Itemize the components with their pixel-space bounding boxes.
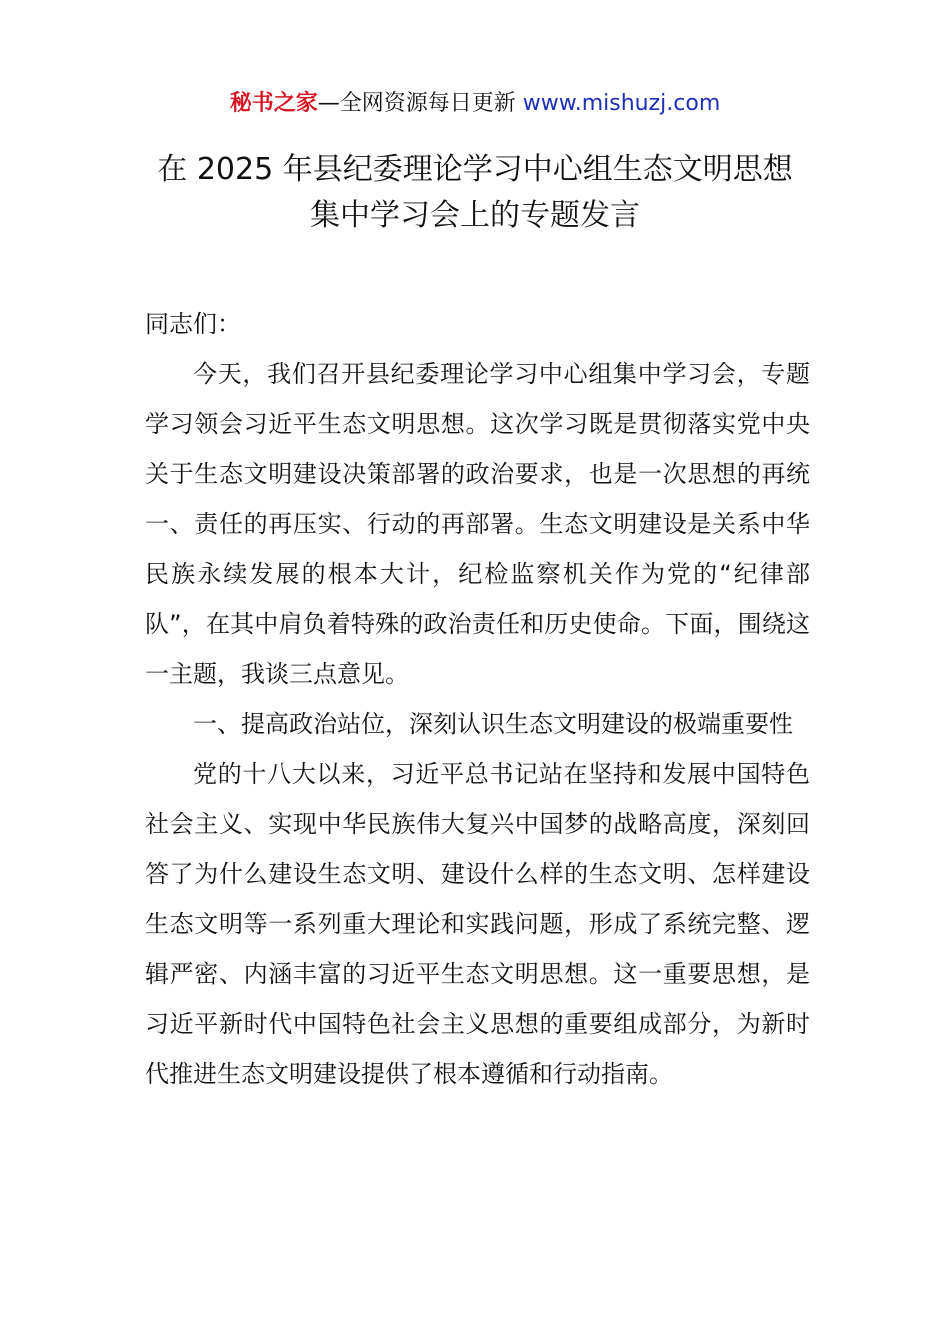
title-line-2: 集中学习会上的专题发言 (310, 198, 640, 233)
brand-name: 秘书之家 (229, 91, 318, 116)
header-tagline: —全网资源每日更新 (317, 91, 523, 116)
paragraph-intro: 今天，我们召开县纪委理论学习中心组集中学习会，专题学习领会习近平生态文明思想。这次学习既是贯彻落实党中央关于生态文明建设决策部署的政治要求，也是一次思想的再统一、责任的再压实、行动的再部署。生态文明建设是关系中华民族永续发展的根本大计，纪检监察机关作为党的“纪律部队”，在其中肩负着特殊的政治责任和历史使命。下面，围绕这一主题，我谈三点意见。 (145, 360, 810, 688)
document-title (100, 147, 850, 239)
section-heading-1: 一、提高政治站位，深刻认识生态文明建设的极端重要性 (193, 710, 793, 738)
site-header (0, 88, 950, 120)
site-url-link[interactable]: www.mishuzj.com (522, 91, 721, 116)
paragraph-section-1: 党的十八大以来，习近平总书记站在坚持和发展中国特色社会主义、实现中华民族伟大复兴中国梦的战略高度，深刻回答了为什么建设生态文明、建设什么样的生态文明、怎样建设生态文明等一系列重大理论和实践问题，形成了系统完整、逻辑严密、内涵丰富的习近平生态文明思想。这一重要思想，是习近平新时代中国特色社会主义思想的重要组成部分，为新时代推进生态文明建设提供了根本遵循和行动指南。 (145, 760, 810, 1088)
title-line-1: 在 2025 年县纪委理论学习中心组生态文明思想 (157, 152, 793, 187)
salutation: 同志们： (145, 310, 241, 338)
document-body (145, 299, 810, 1099)
